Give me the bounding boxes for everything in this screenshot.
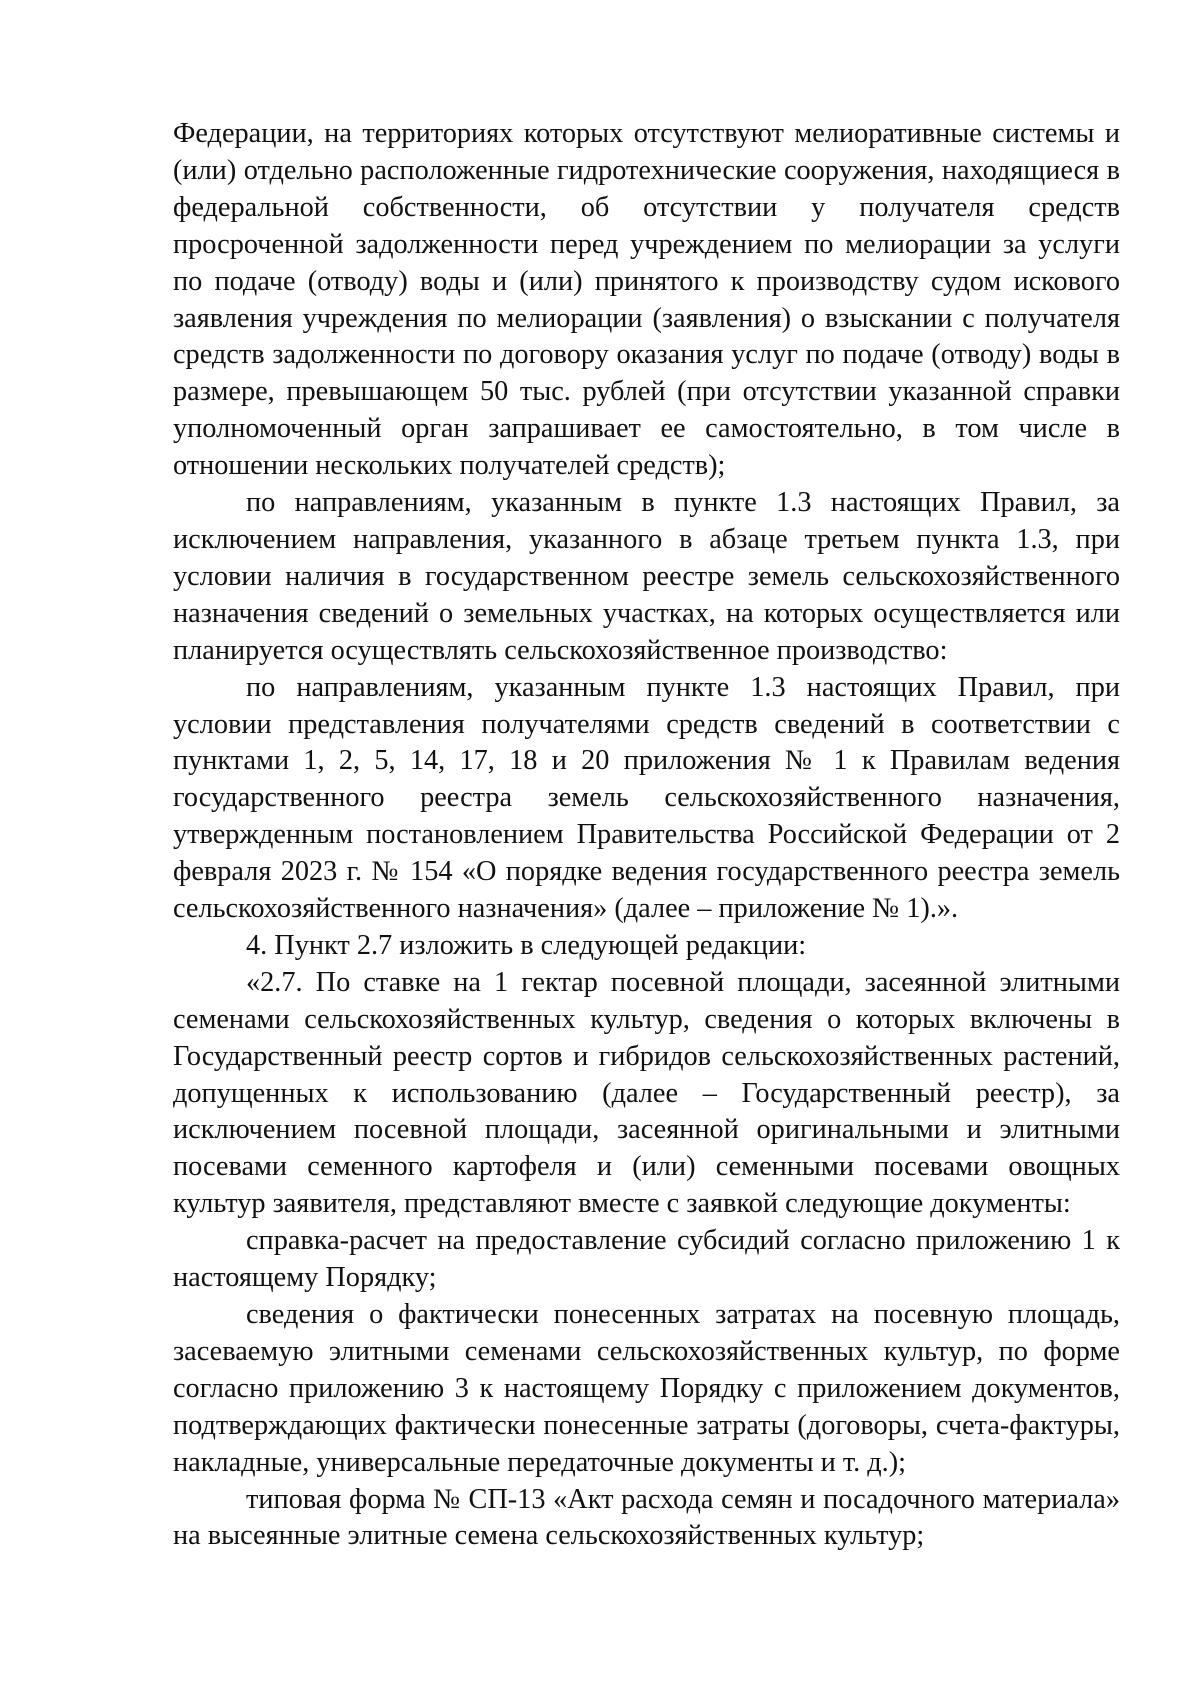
paragraph-1: Федерации, на территориях которых отсутствуют мелиоративные системы и (или) отдельно расположенные гидротехнические сооружения, находящиеся в федеральной собственности, об отсутствии у получателя средств просроченной задолженности перед учреждением по мелиорации за услуги по подаче (отводу) воды и (или) принятого к производству судом искового заявления учреждения по мелиорации (заявления) о взыскании с получателя средств задолженности по договору оказания услуг по подаче (отводу) воды в размере, превышающем 50 тыс. рублей (при отсутствии указанной справки уполномоченный орган запрашивает ее самостоятельно, в том числе в отношении нескольких получателей средств); xyxy=(173,118,1120,482)
document-body xyxy=(173,116,1120,1555)
paragraph-4: 4. Пункт 2.7 изложить в следующей редакции: xyxy=(246,929,807,961)
paragraph-7: сведения о фактически понесенных затратах на посевную площадь, засеваемую элитными семенами сельскохозяйственных культур, по форме согласно приложению 3 к настоящему Порядку с приложением документов, подтверждающих фактически понесенные затраты (договоры, счета-фактуры, накладные, универсальные передаточные документы и т. д.); xyxy=(173,1299,1120,1478)
paragraph-8: типовая форма № СП-13 «Акт расхода семян и посадочного материала» на высеянные элитные семена сельскохозяйственных культур; xyxy=(173,1483,1120,1552)
paragraph-2: по направлениям, указанным в пункте 1.3 настоящих Правил, за исключением направления, указанного в абзаце третьем пункта 1.3, при условии наличия в государственном реестре земель сельскохозяйственного назначения сведений о земельных участках, на которых осуществляется или планируется осуществлять сельскохозяйственное производство: xyxy=(173,487,1120,666)
paragraph-6: справка-расчет на предоставление субсидий согласно приложению 1 к настоящему Порядку; xyxy=(173,1225,1120,1294)
paragraph-5: «2.7. По ставке на 1 гектар посевной площади, засеянной элитными семенами сельскохозяйственных культур, сведения о которых включены в Государственный реестр сортов и гибридов сельскохозяйственных растений, допущенных к использованию (далее – Государственный реестр), за исключением посевной площади, засеянной оригинальными и элитными посевами семенного картофеля и (или) семенными посевами овощных культур заявителя, представляют вместе с заявкой следующие документы: xyxy=(173,966,1120,1220)
paragraph-3: по направлениям, указанным пункте 1.3 настоящих Правил, при условии представления получателями средств сведений в соответствии с пунктами 1, 2, 5, 14, 17, 18 и 20 приложения № 1 к Правилам ведения государственного реестра земель сельскохозяйственного назначения, утвержденным постановлением Правительства Российской Федерации от 2 февраля 2023 г. № 154 «О порядке ведения государственного реестра земель сельскохозяйственного назначения» (далее – приложение № 1).». xyxy=(173,671,1120,925)
